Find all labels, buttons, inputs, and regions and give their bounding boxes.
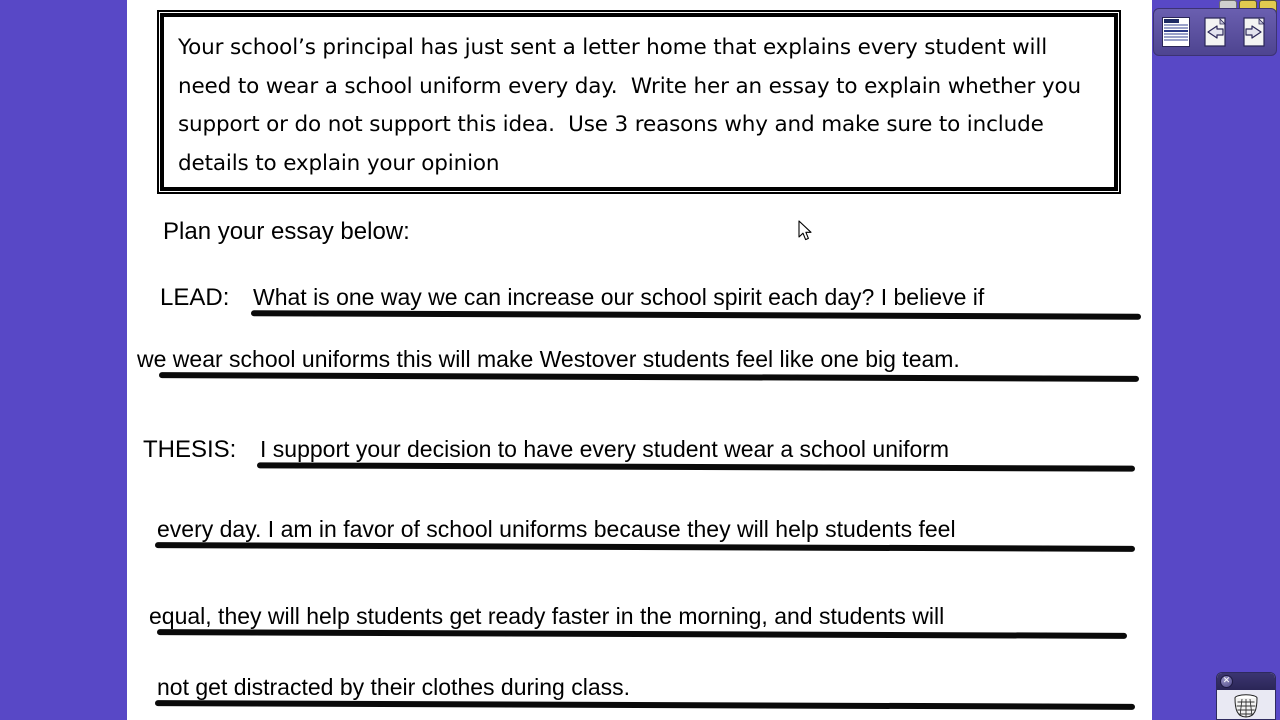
lead-label: LEAD: <box>160 284 230 311</box>
thesis-row-3 <box>141 587 1161 637</box>
thesis-line-3-rule <box>157 629 1127 639</box>
previous-page-button[interactable] <box>1198 13 1232 51</box>
thesis-line-2-rule <box>155 542 1135 552</box>
lead-row-1 <box>160 268 1180 318</box>
close-icon[interactable]: ✕ <box>1220 675 1233 688</box>
thesis-line-1-text: I support your decision to have every student wear a school uniform <box>260 436 950 462</box>
lead-line-1-rule <box>251 310 1141 319</box>
thesis-row-4 <box>149 658 1169 708</box>
lead-line-2-rule <box>159 372 1139 382</box>
arrow-right-page-icon <box>1237 15 1271 49</box>
menu-button[interactable] <box>1159 13 1193 51</box>
trash-bin-icon[interactable] <box>1231 693 1261 719</box>
thesis-line-4-text: not get distracted by their clothes during class. <box>157 674 631 700</box>
menu-list-icon <box>1162 17 1190 47</box>
navigation-toolbar[interactable] <box>1153 8 1277 56</box>
thesis-line-4-rule <box>155 700 1135 710</box>
thesis-row-1 <box>143 420 1163 470</box>
thesis-label: THESIS: <box>143 436 237 463</box>
next-page-button[interactable] <box>1237 13 1271 51</box>
arrow-left-page-icon <box>1198 15 1232 49</box>
document-page <box>127 0 1152 720</box>
thesis-row-2 <box>149 500 1169 550</box>
thesis-line-1-rule <box>257 462 1135 471</box>
thesis-line-3-text: equal, they will help students get ready faster in the morning, and students will <box>149 603 945 629</box>
writing-prompt-box <box>160 13 1118 191</box>
lead-line-1-text: What is one way we can increase our school spirit each day? I believe if <box>253 284 985 310</box>
trash-panel-body <box>1217 690 1275 720</box>
lead-line-2-text: we wear school uniforms this will make Westover students feel like one big team. <box>137 346 960 372</box>
thesis-line-2-text: every day. I am in favor of school uniforms because they will help students feel <box>157 516 956 542</box>
writing-prompt-text: Your school’s principal has just sent a letter home that explains every student will need to wear a school uniform every day. Write her an essay to explain whether you support or do not support this idea. Use 3 reasons why and make sure to include details to explain your opinion <box>178 35 1088 176</box>
trash-panel[interactable] <box>1216 672 1276 720</box>
plan-instruction-text: Plan your essay below: <box>163 218 410 245</box>
trash-panel-titlebar <box>1217 673 1275 690</box>
lead-row-2 <box>135 330 1155 380</box>
